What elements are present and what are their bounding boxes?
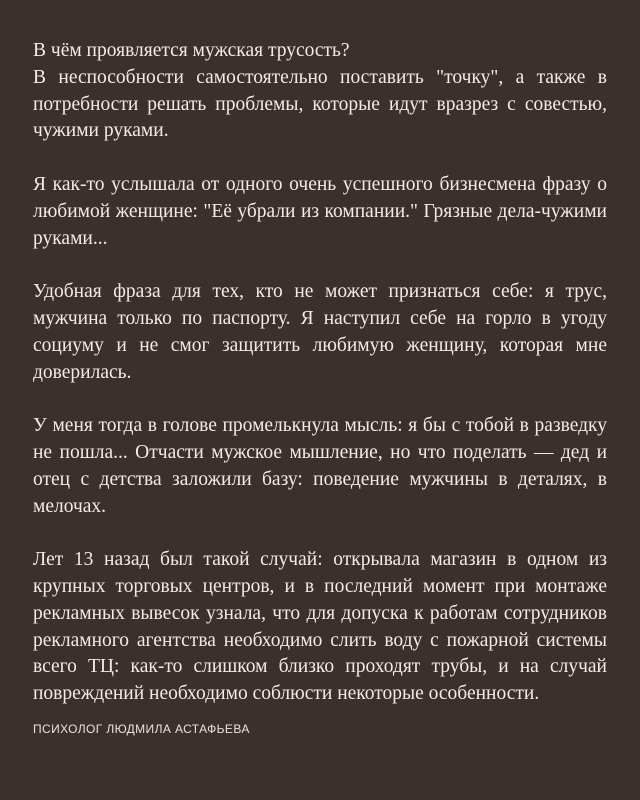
paragraph-2: Я как-то услышала от одного очень успешного бизнесмена фразу о любимой женщине: "Её убрали из компании." Грязные дела-чужими руками... <box>33 173 607 249</box>
paragraph-1-question: В чём проявляется мужская трусость? <box>33 40 350 61</box>
paragraph-1 <box>33 38 607 145</box>
paragraph-4: У меня тогда в голове промелькнула мысль: я бы с тобой в разведку не пошла... Отчасти мужское мышление, но что поделать — дед и отец с детства заложили базу: поведение мужчины в деталях, в мелочах. <box>33 415 607 517</box>
paragraph-3: Удобная фраза для тех, кто не может признаться себе: я трус, мужчина только по паспорту. Я наступил себе на горло в угоду социуму и не смог защитить любимую женщину, которая мне доверилась. <box>33 281 607 383</box>
article-body <box>33 38 607 708</box>
author-signature: ПСИХОЛОГ ЛЮДМИЛА АСТАФЬЕВА <box>33 722 250 736</box>
paragraph-5: Лет 13 назад был такой случай: открывала магазин в одном из крупных торговых центров, и в последний момент при монтаже рекламных вывесок узнала, что для допуска к работам сотрудников рекламного агентства необходимо слить воду с пожарной системы всего ТЦ: как-то слишком близко проходят трубы, и на случай повреждений необходимо соблюсти некоторые особенности. <box>33 549 607 705</box>
paragraph-1-answer: В неспособности самостоятельно поставить "точку", а также в потребности решать проблемы, которые идут вразрез с совестью, чужими руками. <box>33 66 607 142</box>
